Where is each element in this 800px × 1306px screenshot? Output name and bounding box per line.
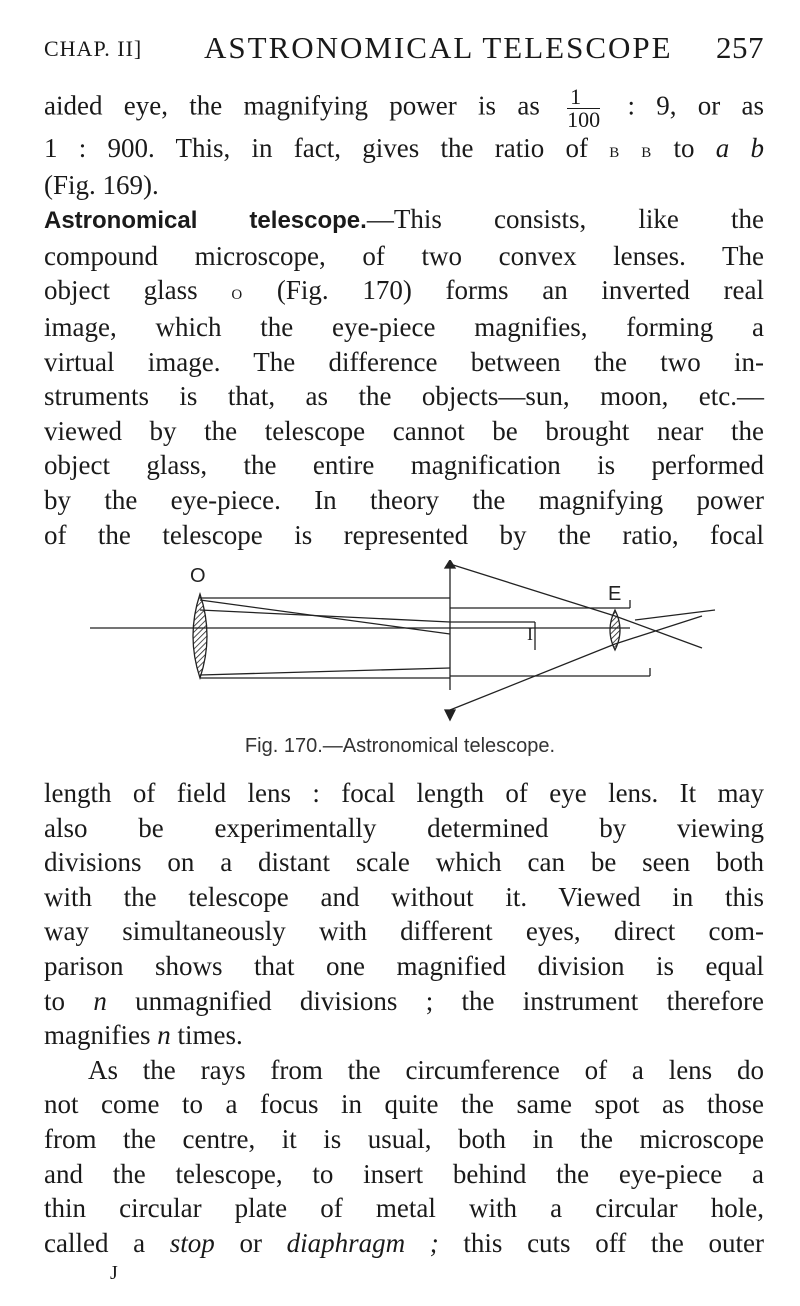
text-block-bottom	[44, 776, 764, 1260]
text-block-top	[44, 86, 764, 552]
chapter-label: CHAP. II]	[44, 36, 143, 61]
eye-piece-lens	[610, 610, 620, 650]
text-line: object glass, the entire magnification is performed	[44, 450, 764, 481]
text-line: to n unmagnified divisions ; the instrument therefore	[44, 985, 765, 1016]
label-i: I	[527, 624, 533, 644]
text-line: 1 : 900. This, in fact, gives the ratio of b b to a b	[44, 133, 765, 163]
text-line: Astronomical telescope.—This consists, like the	[44, 204, 765, 235]
telescope-figure	[90, 560, 730, 730]
text-line: parison shows that one magnified division is equal	[44, 950, 764, 981]
text-line: magnifies n times.	[44, 1020, 243, 1051]
signature-mark: J	[110, 1262, 118, 1284]
text-line: also be experimentally determined by viewing	[44, 812, 764, 843]
telescope-diagram	[90, 560, 730, 730]
text-line: not come to a focus in quite the same spot as those	[44, 1089, 764, 1120]
running-header	[44, 28, 764, 78]
text-line: (Fig. 169).	[44, 169, 159, 200]
figure-caption: Fig. 170.—Astronomical telescope.	[244, 735, 556, 757]
text-line: struments is that, as the objects—sun, moon, etc.—	[44, 381, 764, 412]
text-line: of the telescope is represented by the ratio, focal	[44, 519, 764, 550]
text-line: from the centre, it is usual, both in the microscope	[44, 1123, 764, 1154]
text-line: length of field lens : focal length of eye lens. It may	[44, 778, 764, 808]
text-line: compound microscope, of two convex lenses. The	[44, 240, 764, 271]
text-line: called a stop or diaphragm ; this cuts off the outer	[44, 1227, 764, 1258]
text-line: object glass o (Fig. 170) forms an inverted real	[44, 275, 765, 306]
objective-lens	[193, 594, 207, 678]
text-line: viewed by the telescope cannot be brought near the	[44, 415, 764, 446]
text-line: aided eye, the magnifying power is as $\frac{1}{100}$ : 9, or as	[44, 84, 765, 132]
text-line: virtual image. The difference between the two in-	[44, 346, 764, 377]
running-title: ASTRONOMICAL TELESCOPE	[204, 30, 673, 65]
text-line: divisions on a distant scale which can be seen both	[44, 847, 764, 878]
label-e: E	[608, 583, 622, 605]
text-line: As the rays from the circumference of a lens do	[88, 1054, 764, 1085]
text-line: thin circular plate of metal with a circular hole,	[44, 1193, 764, 1224]
text-line: way simultaneously with different eyes, direct com-	[44, 916, 764, 947]
page-number: 257	[716, 30, 764, 65]
section-heading: Astronomical telescope.	[44, 207, 367, 235]
text-line: by the eye-piece. In theory the magnifying power	[44, 484, 764, 515]
text-line: and the telescope, to insert behind the eye-piece a	[44, 1158, 764, 1189]
text-line: with the telescope and without it. Viewed in this	[44, 881, 764, 912]
label-o: O	[190, 565, 206, 587]
text-line: image, which the eye-piece magnifies, forming a	[44, 311, 764, 342]
fraction: $\frac{1}{100}$	[567, 84, 601, 132]
